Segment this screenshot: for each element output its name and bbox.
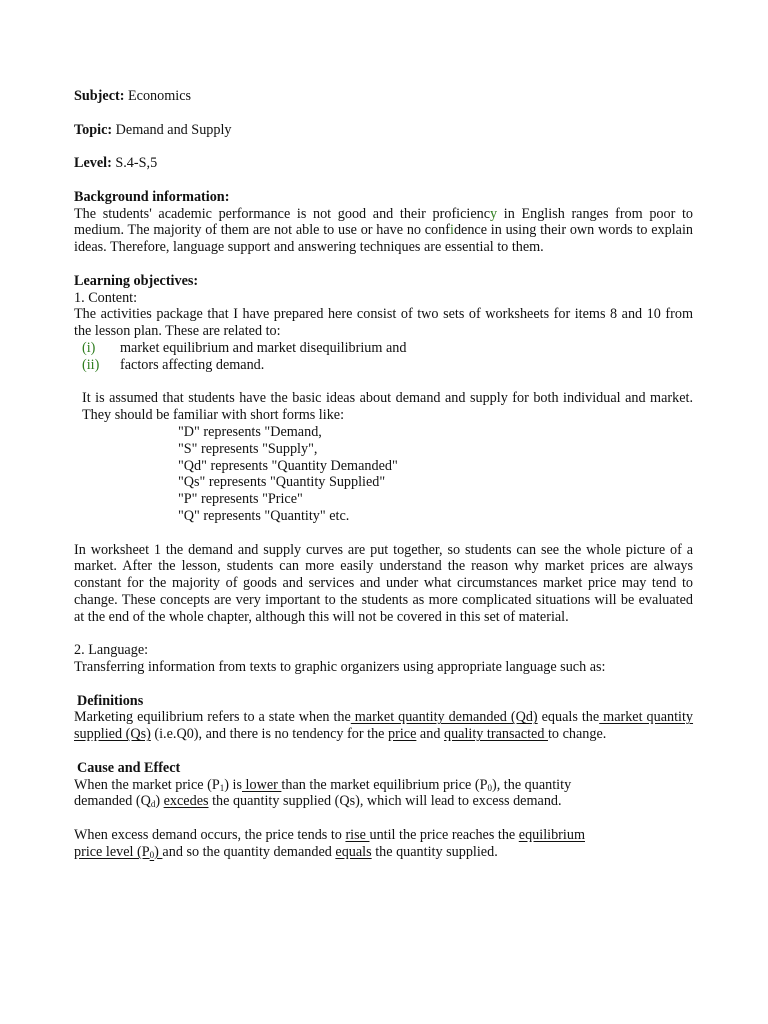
assumption-paragraph: It is assumed that students have the basic ideas about demand and supply for both individual and market. They should be familiar with short forms like: bbox=[82, 390, 693, 424]
content-label: 1. Content: bbox=[74, 289, 138, 306]
subject-label: Subject: bbox=[74, 88, 125, 104]
cause-effect-line-1: When the market price $(P_1)$ is lower than the market equilibrium price $(P_0)$, the quantity bbox=[74, 776, 572, 793]
background-heading: Background information: bbox=[74, 188, 230, 205]
language-intro: Transferring information from texts to graphic organizers using appropriate language such as: bbox=[74, 659, 606, 676]
subject-line bbox=[74, 88, 693, 105]
cause-effect-line-4: price level $(P_0)$ and so the quantity demanded equals the quantity supplied. bbox=[74, 843, 498, 860]
topic-label: Topic: bbox=[74, 121, 113, 138]
definitions-paragraph: Marketing equilibrium refers to a state when the market quantity demanded (Qd) equals the market quantity supplied (Qs) (i.e.Q0), and there is no tendency for the price and quality transacted to change. bbox=[74, 709, 694, 743]
list-item-number: (ii) bbox=[82, 356, 100, 373]
list-item bbox=[74, 340, 693, 357]
abbreviation-item: "P" represents "Price" bbox=[178, 491, 303, 508]
abbreviation-list bbox=[74, 424, 693, 525]
list-item-text: market equilibrium and market disequilibrium and bbox=[120, 339, 407, 356]
document-page bbox=[74, 88, 693, 861]
topic-value: Demand and Supply bbox=[112, 121, 232, 138]
level-label: Level: bbox=[74, 155, 112, 172]
worksheet-paragraph: In worksheet 1 the demand and supply curves are put together, so students can see the whole picture of a market. After the lesson, students can more easily understand the reason why market prices are always constant for the majority of goods and services and under what circumstances market price may tend to change. These concepts are very important to the students as more complicated situations will be evaluated at the end of the whole chapter, although this will not be covered in this set of material. bbox=[74, 541, 693, 625]
cause-effect-line-2: demanded $(Q_d)$ excedes the quantity supplied (Qs), which will lead to excess demand. bbox=[74, 793, 562, 810]
list-item bbox=[74, 357, 693, 374]
cause-effect-heading: Cause and Effect bbox=[77, 759, 181, 776]
objectives-heading: Learning objectives: bbox=[74, 272, 199, 289]
background-paragraph: The students' academic performance is not good and their proficiency in English ranges from poor to medium. The majority of them are not able to use or have no confidence in using their own words to explain ideas. Therefore, language support and answering techniques are essential to them. bbox=[74, 205, 694, 256]
content-paragraph: The activities package that I have prepared here consist of two sets of worksheets for items 8 and 10 from the lesson plan. These are related to: bbox=[74, 306, 693, 340]
list-item-text: factors affecting demand. bbox=[120, 356, 265, 373]
abbreviation-item: "S" represents "Supply", bbox=[178, 440, 318, 457]
level-line bbox=[74, 155, 693, 172]
abbreviation-item: "D" represents "Demand, bbox=[178, 423, 322, 440]
definitions-heading: Definitions bbox=[77, 692, 144, 709]
language-label: 2. Language: bbox=[74, 642, 149, 659]
subject-value: Economics bbox=[124, 88, 192, 104]
topic-line bbox=[74, 122, 693, 139]
list-item-number: (i) bbox=[82, 339, 96, 356]
cause-effect-line-3: When excess demand occurs, the price tends to rise until the price reaches the equilibrium bbox=[74, 827, 585, 844]
abbreviation-item: "Qd" represents "Quantity Demanded" bbox=[178, 457, 398, 474]
abbreviation-item: "Q" represents "Quantity" etc. bbox=[178, 507, 350, 524]
level-value: S.4-S,5 bbox=[111, 155, 158, 172]
abbreviation-item: "Qs" represents "Quantity Supplied" bbox=[178, 474, 386, 491]
